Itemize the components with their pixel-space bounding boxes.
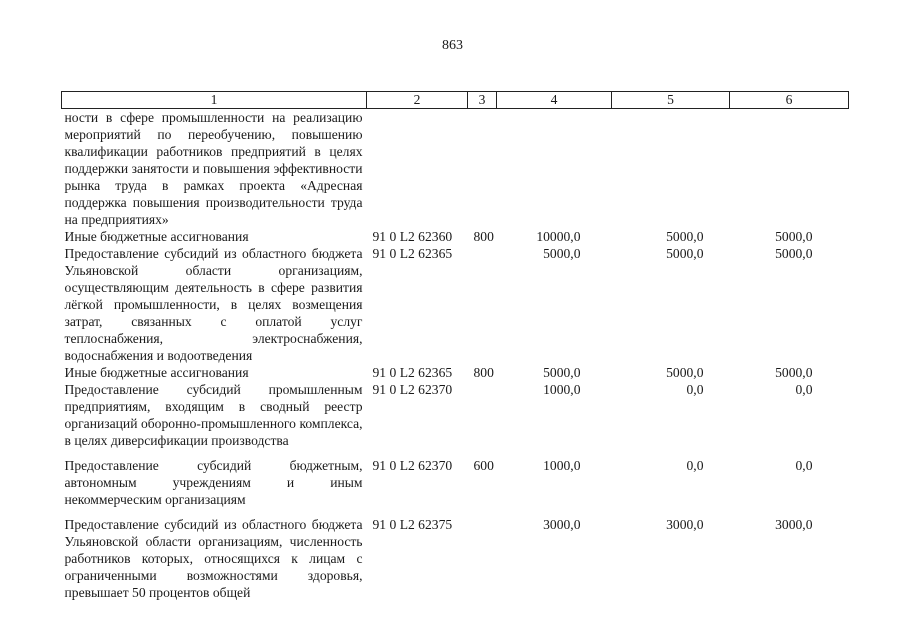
budget-table-container — [61, 91, 848, 601]
row-value-5: 5000,0 — [666, 229, 704, 244]
row-code: 91 0 L2 62365 — [372, 365, 453, 380]
header-col-4: 4 — [497, 92, 612, 109]
table-row — [62, 449, 849, 508]
table-row — [62, 245, 849, 364]
table-body — [62, 109, 849, 602]
row-code — [367, 109, 468, 229]
table-row — [62, 364, 849, 381]
row-value-6: 5000,0 — [775, 365, 813, 380]
row-value-6: 0,0 — [795, 458, 813, 473]
row-name: Предоставление субсидий бюджетным, автономным учреждениям и иным некоммерческим организациям — [64, 458, 363, 507]
row-value-5: 3000,0 — [666, 517, 704, 532]
row-value-5: 5000,0 — [666, 246, 704, 261]
row-value-6: 5000,0 — [775, 229, 813, 244]
row-value-6: 5000,0 — [775, 246, 813, 261]
row-name: ности в сфере промышленности на реализацию мероприятий по переобучению, повышению квалификации работников предприятий в целях поддержки занятости и повышения эффективности рынка труда в рамках проекта «Адресная поддержка повышения производительности труда на предприятиях» — [64, 110, 363, 227]
row-value-4: 5000,0 — [543, 246, 581, 261]
header-row — [62, 92, 849, 109]
row-value-6 — [730, 109, 849, 229]
row-value-4: 10000,0 — [536, 229, 581, 244]
header-col-3: 3 — [468, 92, 497, 109]
row-value-4: 1000,0 — [543, 458, 581, 473]
row-code: 91 0 L2 62370 — [372, 458, 453, 473]
row-type — [468, 508, 497, 601]
row-type: 800 — [473, 365, 494, 380]
row-value-5: 0,0 — [686, 382, 704, 397]
row-name: Иные бюджетные ассигнования — [64, 229, 249, 244]
row-value-6: 0,0 — [795, 382, 813, 397]
header-col-5: 5 — [612, 92, 730, 109]
page-number: 863 — [442, 38, 463, 53]
row-name: Предоставление субсидий из областного бюджета Ульяновской области организациям, осуществляющим деятельность в сфере развития лёгкой промышленности, в целях возмещения затрат, связанных с оплатой услуг теплоснабжения, электроснабжения, водоснабжения и водоотведения — [64, 246, 363, 363]
row-name: Предоставление субсидий из областного бюджета Ульяновской области организациям, численность работников которых, относящихся к лицам с ограниченными возможностями здоровья, превышает 50 процентов общей — [64, 517, 363, 600]
header-col-1: 1 — [62, 92, 367, 109]
row-code: 91 0 L2 62370 — [372, 382, 453, 397]
row-value-4: 1000,0 — [543, 382, 581, 397]
row-name: Предоставление субсидий промышленным предприятиям, входящим в сводный реестр организаций оборонно-промышленного комплекса, в целях диверсификации производства — [64, 382, 363, 448]
row-type: 800 — [473, 229, 494, 244]
table-header — [62, 92, 849, 109]
row-code: 91 0 L2 62375 — [372, 517, 453, 532]
table-row — [62, 508, 849, 601]
row-value-4: 3000,0 — [543, 517, 581, 532]
row-type: 600 — [473, 458, 494, 473]
row-type — [468, 109, 497, 229]
row-type — [468, 381, 497, 449]
budget-table — [61, 91, 849, 601]
header-col-2: 2 — [367, 92, 468, 109]
row-code: 91 0 L2 62360 — [372, 229, 453, 244]
row-type — [468, 245, 497, 364]
table-row — [62, 228, 849, 245]
table-row — [62, 109, 849, 229]
table-row — [62, 381, 849, 449]
row-value-4: 5000,0 — [543, 365, 581, 380]
header-col-6: 6 — [730, 92, 849, 109]
row-value-5: 5000,0 — [666, 365, 704, 380]
row-value-6: 3000,0 — [775, 517, 813, 532]
row-value-5: 0,0 — [686, 458, 704, 473]
row-name: Иные бюджетные ассигнования — [64, 365, 249, 380]
row-code: 91 0 L2 62365 — [372, 246, 453, 261]
row-value-4 — [497, 109, 612, 229]
row-value-5 — [612, 109, 730, 229]
